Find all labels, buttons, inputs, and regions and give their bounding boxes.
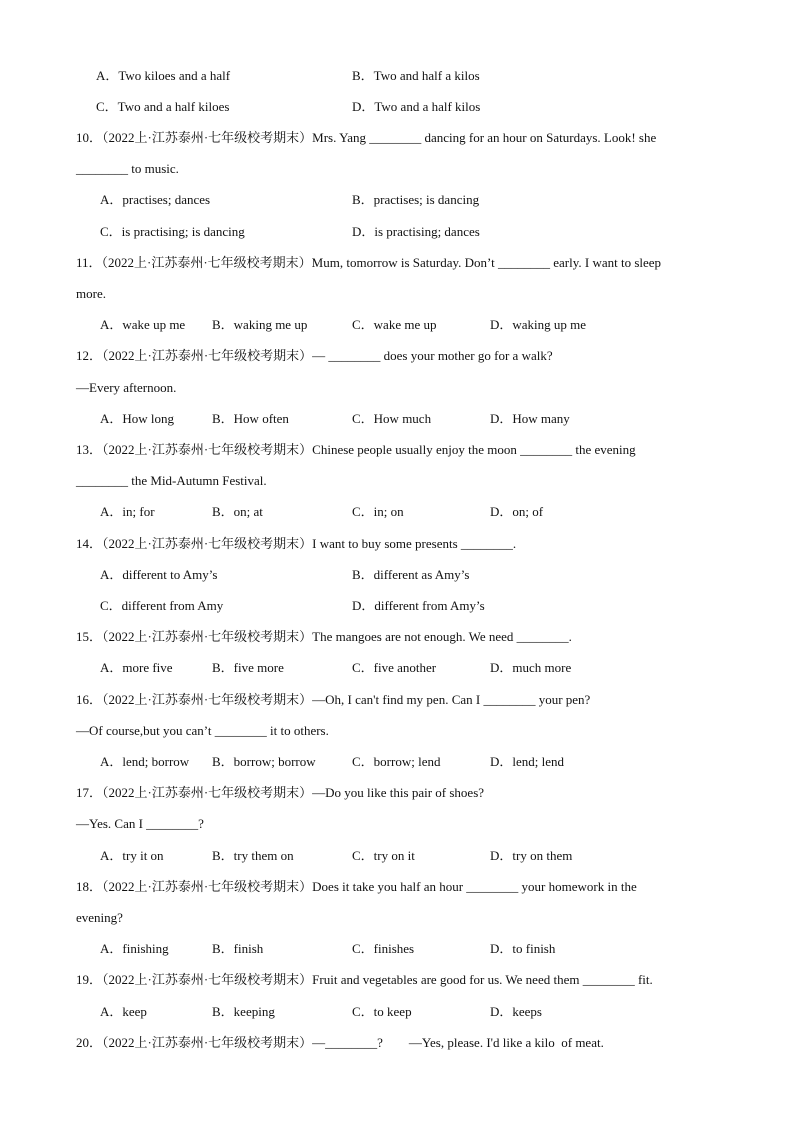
q12-option-b: B．How often	[212, 411, 289, 426]
q11-stem-line-2: more.	[76, 286, 106, 301]
q18-option-c: C．finishes	[352, 941, 415, 956]
q12-option-c: C．How much	[352, 411, 432, 426]
q9-option-a: A．Two kiloes and a half	[96, 68, 231, 83]
q17-option-d: D．try on them	[490, 848, 573, 863]
q14-stem-line-1: 14．（2022上·江苏泰州·七年级校考期末）I want to buy some presents ________.	[76, 536, 517, 551]
q16-stem-line-1: 16．（2022上·江苏泰州·七年级校考期末）—Oh, I can't find my pen. Can I ________ your pen?	[76, 692, 591, 707]
q18-option-a: A．finishing	[100, 941, 169, 956]
q19-option-a: A．keep	[100, 1004, 147, 1019]
q16-stem-line-2: —Of course,but you can’t ________ it to others.	[76, 723, 329, 738]
q19-stem-line-1: 19．（2022上·江苏泰州·七年级校考期末）Fruit and vegetables are good for us. We need them ________ fit.	[76, 972, 653, 987]
q17-option-a: A．try it on	[100, 848, 164, 863]
q16-option-c: C．borrow; lend	[352, 754, 441, 769]
q10-option-d: D．is practising; dances	[352, 224, 480, 239]
q12-stem-line-2: —Every afternoon.	[76, 380, 177, 395]
q17-option-b: B．try them on	[212, 848, 294, 863]
q17-stem-line-1: 17．（2022上·江苏泰州·七年级校考期末）—Do you like this pair of shoes?	[76, 785, 485, 800]
q18-option-d: D．to finish	[490, 941, 556, 956]
q10-stem-line-2: ________ to music.	[76, 161, 179, 176]
q13-option-a: A．in; for	[100, 504, 155, 519]
q9-option-d: D．Two and a half kilos	[352, 99, 481, 114]
q16-option-d: D．lend; lend	[490, 754, 565, 769]
q13-option-c: C．in; on	[352, 504, 404, 519]
q20-stem-line-1: 20．（2022上·江苏泰州·七年级校考期末）—________? —Yes, please. I'd like a kilo of meat.	[76, 1035, 604, 1050]
q13-option-b: B．on; at	[212, 504, 263, 519]
q18-stem-line-2: evening?	[76, 910, 123, 925]
q9-option-b: B．Two and half a kilos	[352, 68, 480, 83]
q16-option-a: A．lend; borrow	[100, 754, 190, 769]
q9-option-c: C．Two and a half kiloes	[96, 99, 230, 114]
q11-option-a: A．wake up me	[100, 317, 186, 332]
q15-stem-line-1: 15．（2022上·江苏泰州·七年级校考期末）The mangoes are not enough. We need ________.	[76, 629, 572, 644]
q12-stem-line-1: 12．（2022上·江苏泰州·七年级校考期末）— ________ does your mother go for a walk?	[76, 348, 553, 363]
q15-option-d: D．much more	[490, 660, 572, 675]
q10-option-c: C．is practising; is dancing	[100, 224, 245, 239]
q17-option-c: C．try on it	[352, 848, 415, 863]
q18-option-b: B．finish	[212, 941, 264, 956]
q15-option-c: C．five another	[352, 660, 437, 675]
q18-stem-line-1: 18．（2022上·江苏泰州·七年级校考期末）Does it take you half an hour ________ your homework in the	[76, 879, 637, 894]
q11-stem-line-1: 11．（2022上·江苏泰州·七年级校考期末）Mum, tomorrow is Saturday. Don’t ________ early. I want to sleep	[76, 255, 662, 270]
q16-option-b: B．borrow; borrow	[212, 754, 316, 769]
q13-option-d: D．on; of	[490, 504, 544, 519]
q11-option-b: B．waking me up	[212, 317, 308, 332]
q17-stem-line-2: —Yes. Can I ________?	[76, 816, 204, 831]
q12-option-a: A．How long	[100, 411, 175, 426]
q14-option-c: C．different from Amy	[100, 598, 224, 613]
q15-option-b: B．five more	[212, 660, 284, 675]
q11-option-c: C．wake me up	[352, 317, 437, 332]
q13-stem-line-1: 13．（2022上·江苏泰州·七年级校考期末）Chinese people usually enjoy the moon ________ the evening	[76, 442, 636, 457]
q14-option-d: D．different from Amy’s	[352, 598, 485, 613]
q10-option-a: A．practises; dances	[100, 192, 211, 207]
q12-option-d: D．How many	[490, 411, 570, 426]
q10-stem-line-1: 10．（2022上·江苏泰州·七年级校考期末）Mrs. Yang ________ dancing for an hour on Saturdays. Look! she	[76, 130, 657, 145]
q15-option-a: A．more five	[100, 660, 173, 675]
q19-option-c: C．to keep	[352, 1004, 412, 1019]
q11-option-d: D．waking up me	[490, 317, 587, 332]
q19-option-d: D．keeps	[490, 1004, 542, 1019]
q19-option-b: B．keeping	[212, 1004, 275, 1019]
q13-stem-line-2: ________ the Mid-Autumn Festival.	[76, 473, 267, 488]
q14-option-a: A．different to Amy’s	[100, 567, 218, 582]
q14-option-b: B．different as Amy’s	[352, 567, 470, 582]
q10-option-b: B．practises; is dancing	[352, 192, 480, 207]
